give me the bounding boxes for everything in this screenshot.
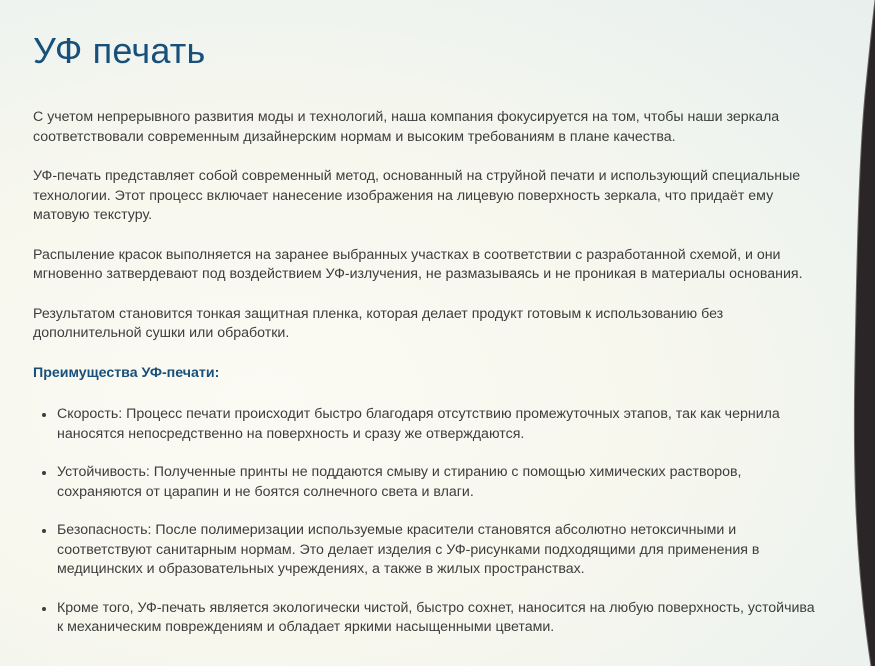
article-body [33, 108, 823, 657]
method-paragraph: УФ-печать представляет собой современный метод, основанный на струйной печати и использующий специальные технологии. Этот процесс включает нанесение изображения на лицевую поверхность зеркала, что придаёт ему матовую текстуру. [33, 168, 801, 223]
list-item [33, 405, 823, 444]
list-item-text: Кроме того, УФ-печать является экологически чистой, быстро сохнет, наносится на любую поверхность, устойчива к механическим повреждениям и обладает яркими насыщенными цветами. [57, 599, 815, 635]
process-paragraph: Распыление красок выполняется на заранее выбранных участках в соответствии с разработанной схемой, и они мгновенно затвердевают под воздействием УФ-излучения, не размазываясь и не проникая в материалы основания. [33, 246, 803, 282]
list-item-text: Безопасность: После полимеризации используемые красители становятся абсолютно нетоксичными и соответствуют санитарным нормам. Это делает изделия с УФ-рисунками подходящими для применения в медицинских и образовательных учреждениях, а также в жилых пространствах. [57, 522, 760, 577]
list-item [33, 599, 823, 638]
list-item [33, 463, 823, 502]
page-title: УФ печать [33, 30, 206, 71]
list-item-text: Скорость: Процесс печати происходит быстро благодаря отсутствию промежуточных этапов, так как чернила наносятся непосредственно на поверхность и сразу же отверждаются. [57, 406, 780, 442]
list-item [33, 521, 823, 580]
bullet-icon [42, 413, 46, 417]
bullet-icon [42, 471, 46, 475]
advantages-heading: Преимущества УФ-печати: [33, 364, 220, 381]
bullet-icon [42, 529, 46, 533]
decorative-mirror-edge [815, 0, 875, 666]
result-paragraph: Результатом становится тонкая защитная пленка, которая делает продукт готовым к использованию без дополнительной сушки или обработки. [33, 305, 724, 341]
intro-paragraph: С учетом непрерывного развития моды и технологий, наша компания фокусируется на том, чтобы наши зеркала соответствовали современным дизайнерским нормам и высоким требованиям в плане качества. [33, 109, 780, 145]
bullet-icon [42, 607, 46, 611]
advantages-list [33, 405, 823, 638]
list-item-text: Устойчивость: Полученные принты не поддаются смыву и стиранию с помощью химических растворов, сохраняются от царапин и не боятся солнечного света и влаги. [57, 464, 742, 500]
